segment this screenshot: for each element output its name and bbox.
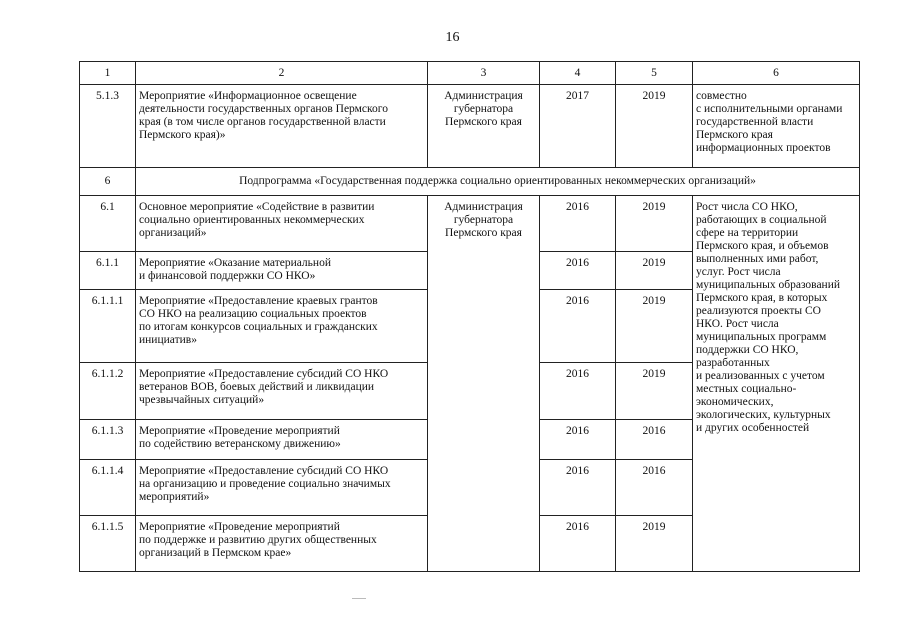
- row-end-year: 2019: [616, 85, 693, 168]
- row-name: Основное мероприятие «Содействие в развитии социально ориентированных некоммерческих организаций»: [136, 196, 428, 252]
- row-end-year: 2019: [616, 363, 693, 420]
- subprogram-row: [80, 168, 860, 196]
- row-number: 6.1: [80, 196, 136, 252]
- row-number: 6.1.1.2: [80, 363, 136, 420]
- row-result: совместно с исполнительными органами государственной власти Пермского края информационных проектов: [693, 85, 860, 168]
- row-number: 6.1.1.3: [80, 420, 136, 460]
- row-end-year: 2019: [616, 252, 693, 290]
- subprogram-title: Подпрограмма «Государственная поддержка социально ориентированных некоммерческих организаций»: [136, 168, 860, 196]
- header-cell: 5: [616, 62, 693, 85]
- subprogram-number: 6: [80, 168, 136, 196]
- row-start-year: 2016: [540, 516, 616, 572]
- header-row: [80, 62, 860, 85]
- row-start-year: 2016: [540, 363, 616, 420]
- row-end-year: 2016: [616, 460, 693, 516]
- row-name: Мероприятие «Предоставление субсидий СО НКО на организацию и проведение социально значимых мероприятий»: [136, 460, 428, 516]
- header-cell: 6: [693, 62, 860, 85]
- row-name: Мероприятие «Проведение мероприятий по содействию ветеранскому движению»: [136, 420, 428, 460]
- row-start-year: 2017: [540, 85, 616, 168]
- program-table: [79, 61, 860, 572]
- row-end-year: 2019: [616, 290, 693, 363]
- row-name: Мероприятие «Проведение мероприятий по поддержке и развитию других общественных организаций в Пермском крае»: [136, 516, 428, 572]
- row-name: Мероприятие «Оказание материальной и финансовой поддержки СО НКО»: [136, 252, 428, 290]
- row-number: 6.1.1.1: [80, 290, 136, 363]
- row-start-year: 2016: [540, 252, 616, 290]
- row-name: Мероприятие «Предоставление краевых грантов СО НКО на реализацию социальных проектов по итогам конкурсов социальных и гражданских инициатив»: [136, 290, 428, 363]
- row-start-year: 2016: [540, 420, 616, 460]
- header-cell: 4: [540, 62, 616, 85]
- row-number: 6.1.1.5: [80, 516, 136, 572]
- header-cell: 1: [80, 62, 136, 85]
- shared-executor: Администрация губернатора Пермского края: [428, 196, 540, 572]
- row-start-year: 2016: [540, 290, 616, 363]
- row-executor: Администрация губернатора Пермского края: [428, 85, 540, 168]
- header-cell: 3: [428, 62, 540, 85]
- row-start-year: 2016: [540, 460, 616, 516]
- row-name: Мероприятие «Предоставление субсидий СО НКО ветеранов ВОВ, боевых действий и ликвидации чрезвычайных ситуаций»: [136, 363, 428, 420]
- row-number: 5.1.3: [80, 85, 136, 168]
- row-start-year: 2016: [540, 196, 616, 252]
- row-number: 6.1.1.4: [80, 460, 136, 516]
- row-end-year: 2019: [616, 196, 693, 252]
- table-row: [80, 85, 860, 168]
- page-number: 16: [445, 30, 460, 45]
- header-cell: 2: [136, 62, 428, 85]
- shared-result: Рост числа СО НКО, работающих в социальной сфере на территории Пермского края, и объемов выполненных ими работ, услуг. Рост числа муниципальных образований Пермского края, в которых реализуются проекты СО НКО. Рост числа муниципальных программ поддержки СО НКО, разработанных и реализованных с учетом местных социально- экономических, экологических, культурных и других особенностей: [693, 196, 860, 572]
- row-number: 6.1.1: [80, 252, 136, 290]
- row-end-year: 2016: [616, 420, 693, 460]
- table-row: [80, 196, 860, 252]
- row-name: Мероприятие «Информационное освещение деятельности государственных органов Пермского края (в том числе органов государственной власти Пермского края)»: [136, 85, 428, 168]
- row-end-year: 2019: [616, 516, 693, 572]
- scan-mark: [352, 598, 366, 599]
